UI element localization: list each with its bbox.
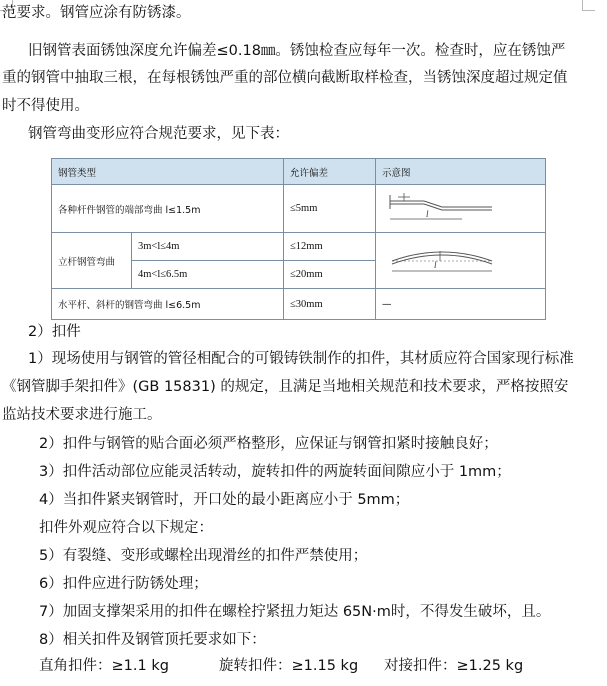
paragraph-line: 范要求。钢管应涂有防锈漆。 (2, 5, 191, 21)
table-header: 钢管类型 (52, 159, 284, 185)
table-cell: 水平杆、斜杆的钢管弯曲 l≤6.5m (52, 289, 284, 320)
weight-swivel: 旋转扣件：≥1.15 kg (219, 658, 359, 674)
table-cell: ≤20mm (284, 261, 376, 289)
paragraph-line: 扣件外观应符合以下规定： (39, 520, 213, 536)
list-item: 2）扣件与钢管的贴合面必须严格整形，应保证与钢管扣紧时接触良好； (39, 436, 498, 452)
table-header: 允许偏差 (284, 159, 376, 185)
end-bend-diagram (382, 187, 502, 227)
fastener-weights (39, 656, 523, 676)
table-cell: 立杆钢管弯曲 (52, 233, 132, 289)
table-cell: ≤5mm (284, 185, 376, 233)
table-row (52, 185, 546, 233)
list-item: 6）扣件应进行防锈处理； (39, 576, 208, 592)
list-item: 7）加固支撑架采用的扣件在螺栓拧紧扭力矩达 65N·m时，不得发生破坏，且。 (39, 604, 551, 620)
paragraph-line: 时不得使用。 (2, 98, 89, 114)
page-corner-mark-right (582, 0, 595, 11)
diagram-label-l: l (426, 209, 429, 219)
list-item: 4）当扣件紧夹钢管时，开口处的最小距离应小于 5mm； (39, 492, 410, 508)
pipe-bending-table (51, 158, 546, 320)
table-cell: ≤30mm (284, 289, 376, 320)
table-row (52, 233, 546, 261)
paragraph-line: 监站技术要求进行施工。 (2, 407, 162, 423)
table-cell: ≤12mm (284, 233, 376, 261)
list-item: 3）扣件活动部位应能灵活转动，旋转扣件的两旋转面间隙应小于 1mm； (39, 464, 511, 480)
section-heading: 2）扣件 (28, 324, 81, 340)
weight-butt: 对接扣件：≥1.25 kg (384, 658, 524, 674)
table-cell-figure (376, 233, 546, 289)
table-cell: 各种杆件钢管的端部弯曲 l≤1.5m (52, 185, 284, 233)
paragraph-line: 钢管弯曲变形应符合规范要求，见下表： (28, 126, 289, 142)
table-cell: — (376, 289, 546, 320)
weight-right-angle: 直角扣件：≥1.1 kg (39, 658, 169, 674)
paragraph-line: 旧钢管表面锈蚀深度允许偏差≤0.18㎜。锈蚀检查应每年一次。检查时，应在锈蚀严 (28, 43, 566, 59)
list-item: 8）相关扣件及钢管顶托要求如下： (39, 632, 266, 648)
table-cell-figure (376, 185, 546, 233)
table-header: 示意图 (376, 159, 546, 185)
paragraph-line: 重的钢管中抽取三根，在每根锈蚀严重的部位横向截断取样检查，当锈蚀深度超过规定值 (2, 70, 568, 86)
table-row (52, 289, 546, 320)
diagram-label-l: l (434, 260, 437, 270)
list-item: 5）有裂缝、变形或螺栓出现滑丝的扣件严禁使用； (39, 548, 368, 564)
column-bend-diagram (382, 237, 502, 281)
paragraph-line: 1）现场使用与钢管的管径相配合的可锻铸铁制作的扣件，其材质应符合国家现行标准 (28, 351, 574, 367)
table-header-row (52, 159, 546, 185)
table-cell: 4m<l≤6.5m (132, 261, 284, 289)
table-cell: 3m<l≤4m (132, 233, 284, 261)
paragraph-line: 《钢管脚手架扣件》(GB 15831) 的规定，且满足当地相关规范和技术要求，严格按照安 (2, 379, 569, 395)
